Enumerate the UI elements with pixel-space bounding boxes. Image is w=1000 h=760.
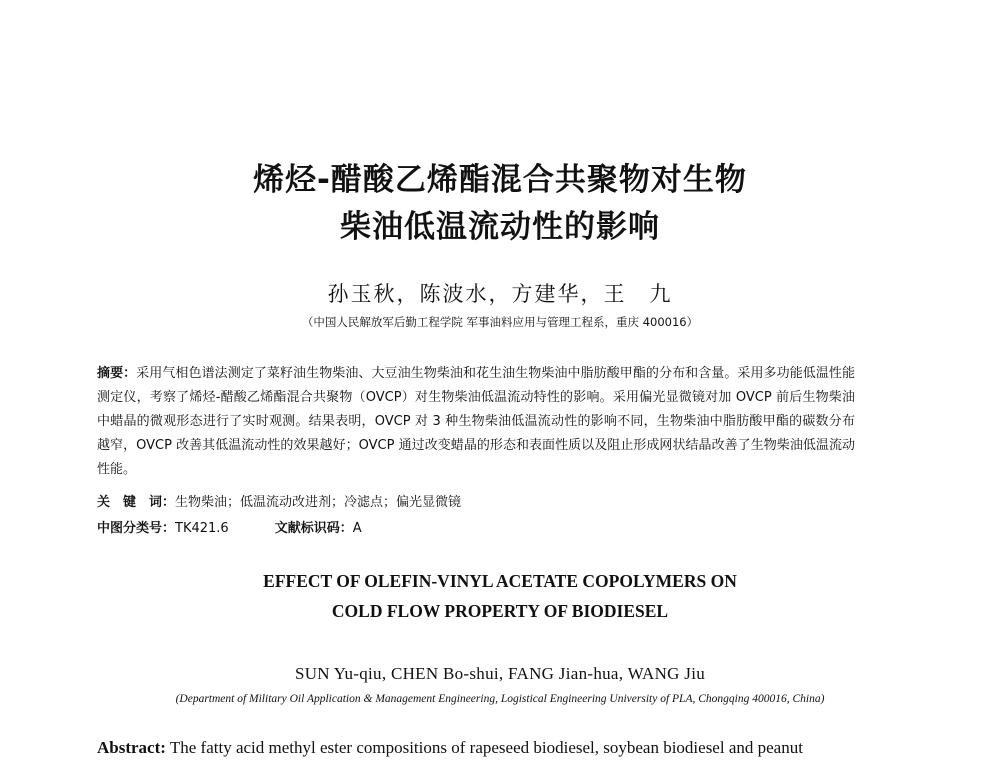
english-affiliation: (Department of Military Oil Application & Management Engineering, Logistical Engineering University of PLA, Chongqing 400016, China) xyxy=(175,693,825,705)
chinese-title-line-2: 柴油低温流动性的影响 xyxy=(340,209,660,245)
keywords-text: 生物柴油；低温流动改进剂；冷滤点；偏光显微镜 xyxy=(175,495,462,510)
chinese-abstract-label: 摘要： xyxy=(97,366,137,381)
english-authors: SUN Yu-qiu, CHEN Bo-shui, FANG Jian-hua, WANG Jiu xyxy=(294,664,706,683)
classification-line xyxy=(97,517,362,536)
chinese-title-line-1: 烯烃-醋酸乙烯酯混合共聚物对生物 xyxy=(253,162,747,198)
chinese-authors: 孙玉秋，陈波水，方建华，王 九 xyxy=(327,282,673,306)
english-abstract-label: Abstract: xyxy=(97,738,166,757)
chinese-keywords xyxy=(97,491,461,510)
clc-label: 中图分类号： xyxy=(97,521,176,536)
keywords-label: 关 键 词： xyxy=(97,495,176,510)
english-abstract xyxy=(97,738,897,758)
doc-code-label: 文献标识码： xyxy=(274,521,353,536)
chinese-abstract-text: 采用气相色谱法测定了菜籽油生物柴油、大豆油生物柴油和花生油生物柴油中脂肪酸甲酯的分布和含量。采用多功能低温性能测定仪，考察了烯烃-醋酸乙烯酯混合共聚物（OVCP）对生物柴油低温流动特性的影响。采用偏光显微镜对加 OVCP 前后生物柴油中蜡晶的微观形态进行了实时观测。结果表明，OVCP 对 3 种生物柴油低温流动性的影响不同，生物柴油中脂肪酸甲酯的碳数分布越窄，OVCP 改善其低温流动性的效果越好；OVCP 通过改变蜡晶的形态和表面性质以及阻止形成网状结晶改善了生物柴油低温流动性能。 xyxy=(97,366,855,477)
english-abstract-text: The fatty acid methyl ester compositions of rapeseed biodiesel, soybean biodiesel and peanut xyxy=(169,738,803,757)
chinese-affiliation: （中国人民解放军后勤工程学院 军事油料应用与管理工程系，重庆 400016） xyxy=(301,315,699,329)
english-title-line-2: COLD FLOW PROPERTY OF BIODIESEL xyxy=(331,601,669,621)
english-title-line-1: EFFECT OF OLEFIN-VINYL ACETATE COPOLYMERS ON xyxy=(263,571,737,591)
clc-value: TK421.6 xyxy=(175,521,229,536)
chinese-abstract xyxy=(97,362,855,482)
doc-code-value: A xyxy=(352,521,362,536)
